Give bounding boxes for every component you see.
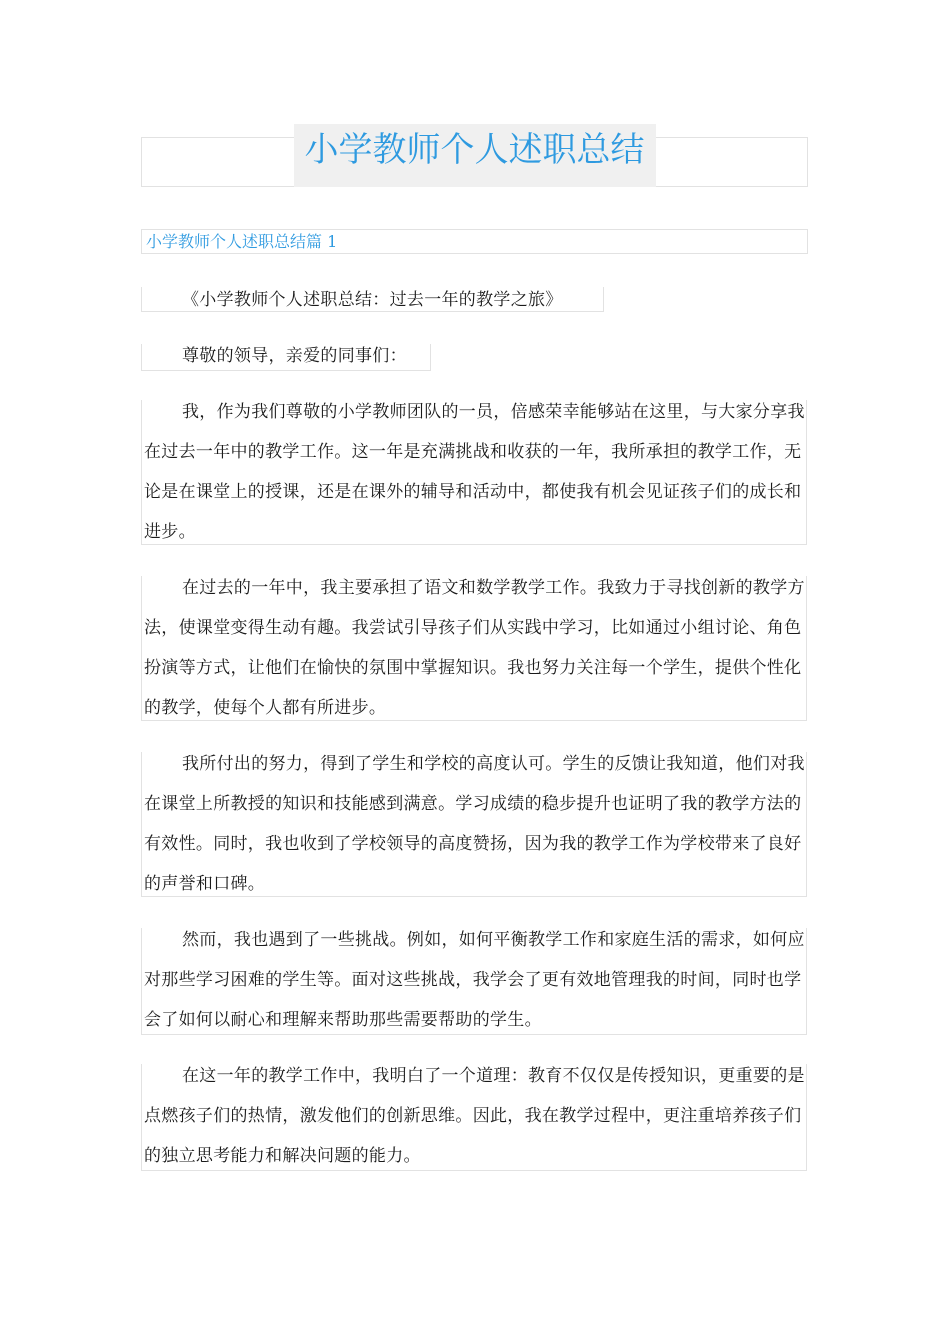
page-title: 小学教师个人述职总结 — [304, 130, 645, 170]
greeting: 尊敬的领导，亲爱的同事们： — [182, 346, 407, 366]
paragraph: 我所付出的努力，得到了学生和学校的高度认可。学生的反馈让我知道，他们对我在课堂上所教授的知识和技能感到满意。学习成绩的稳步提升也证明了我的教学方法的有效性。同时，我也收到了学校领导的高度赞扬，因为我的教学工作为学校带来了良好的声誉和口碑。 — [144, 754, 805, 894]
paragraph: 我，作为我们尊敬的小学教师团队的一员，倍感荣幸能够站在这里，与大家分享我在过去一年中的教学工作。这一年是充满挑战和收获的一年，我所承担的教学工作，无论是在课堂上的授课，还是在课外的辅导和活动中，都使我有机会见证孩子们的成长和进步。 — [144, 402, 805, 542]
paragraph: 在过去的一年中，我主要承担了语文和数学教学工作。我致力于寻找创新的教学方法，使课堂变得生动有趣。我尝试引导孩子们从实践中学习，比如通过小组讨论、角色扮演等方式，让他们在愉快的氛围中掌握知识。我也努力关注每一个学生，提供个性化的教学，使每个人都有所进步。 — [144, 578, 805, 718]
paragraph: 在这一年的教学工作中，我明白了一个道理：教育不仅仅是传授知识，更重要的是点燃孩子们的热情，激发他们的创新思维。因此，我在教学过程中，更注重培养孩子们的独立思考能力和解决问题的能力。 — [144, 1066, 805, 1166]
paragraph: 然而，我也遇到了一些挑战。例如，如何平衡教学工作和家庭生活的需求，如何应对那些学习困难的学生等。面对这些挑战，我学会了更有效地管理我的时间，同时也学会了如何以耐心和理解来帮助那些需要帮助的学生。 — [144, 930, 805, 1030]
section-heading: 小学教师个人述职总结篇 1 — [141, 229, 808, 254]
document-subtitle: 《小学教师个人述职总结：过去一年的教学之旅》 — [182, 290, 563, 310]
